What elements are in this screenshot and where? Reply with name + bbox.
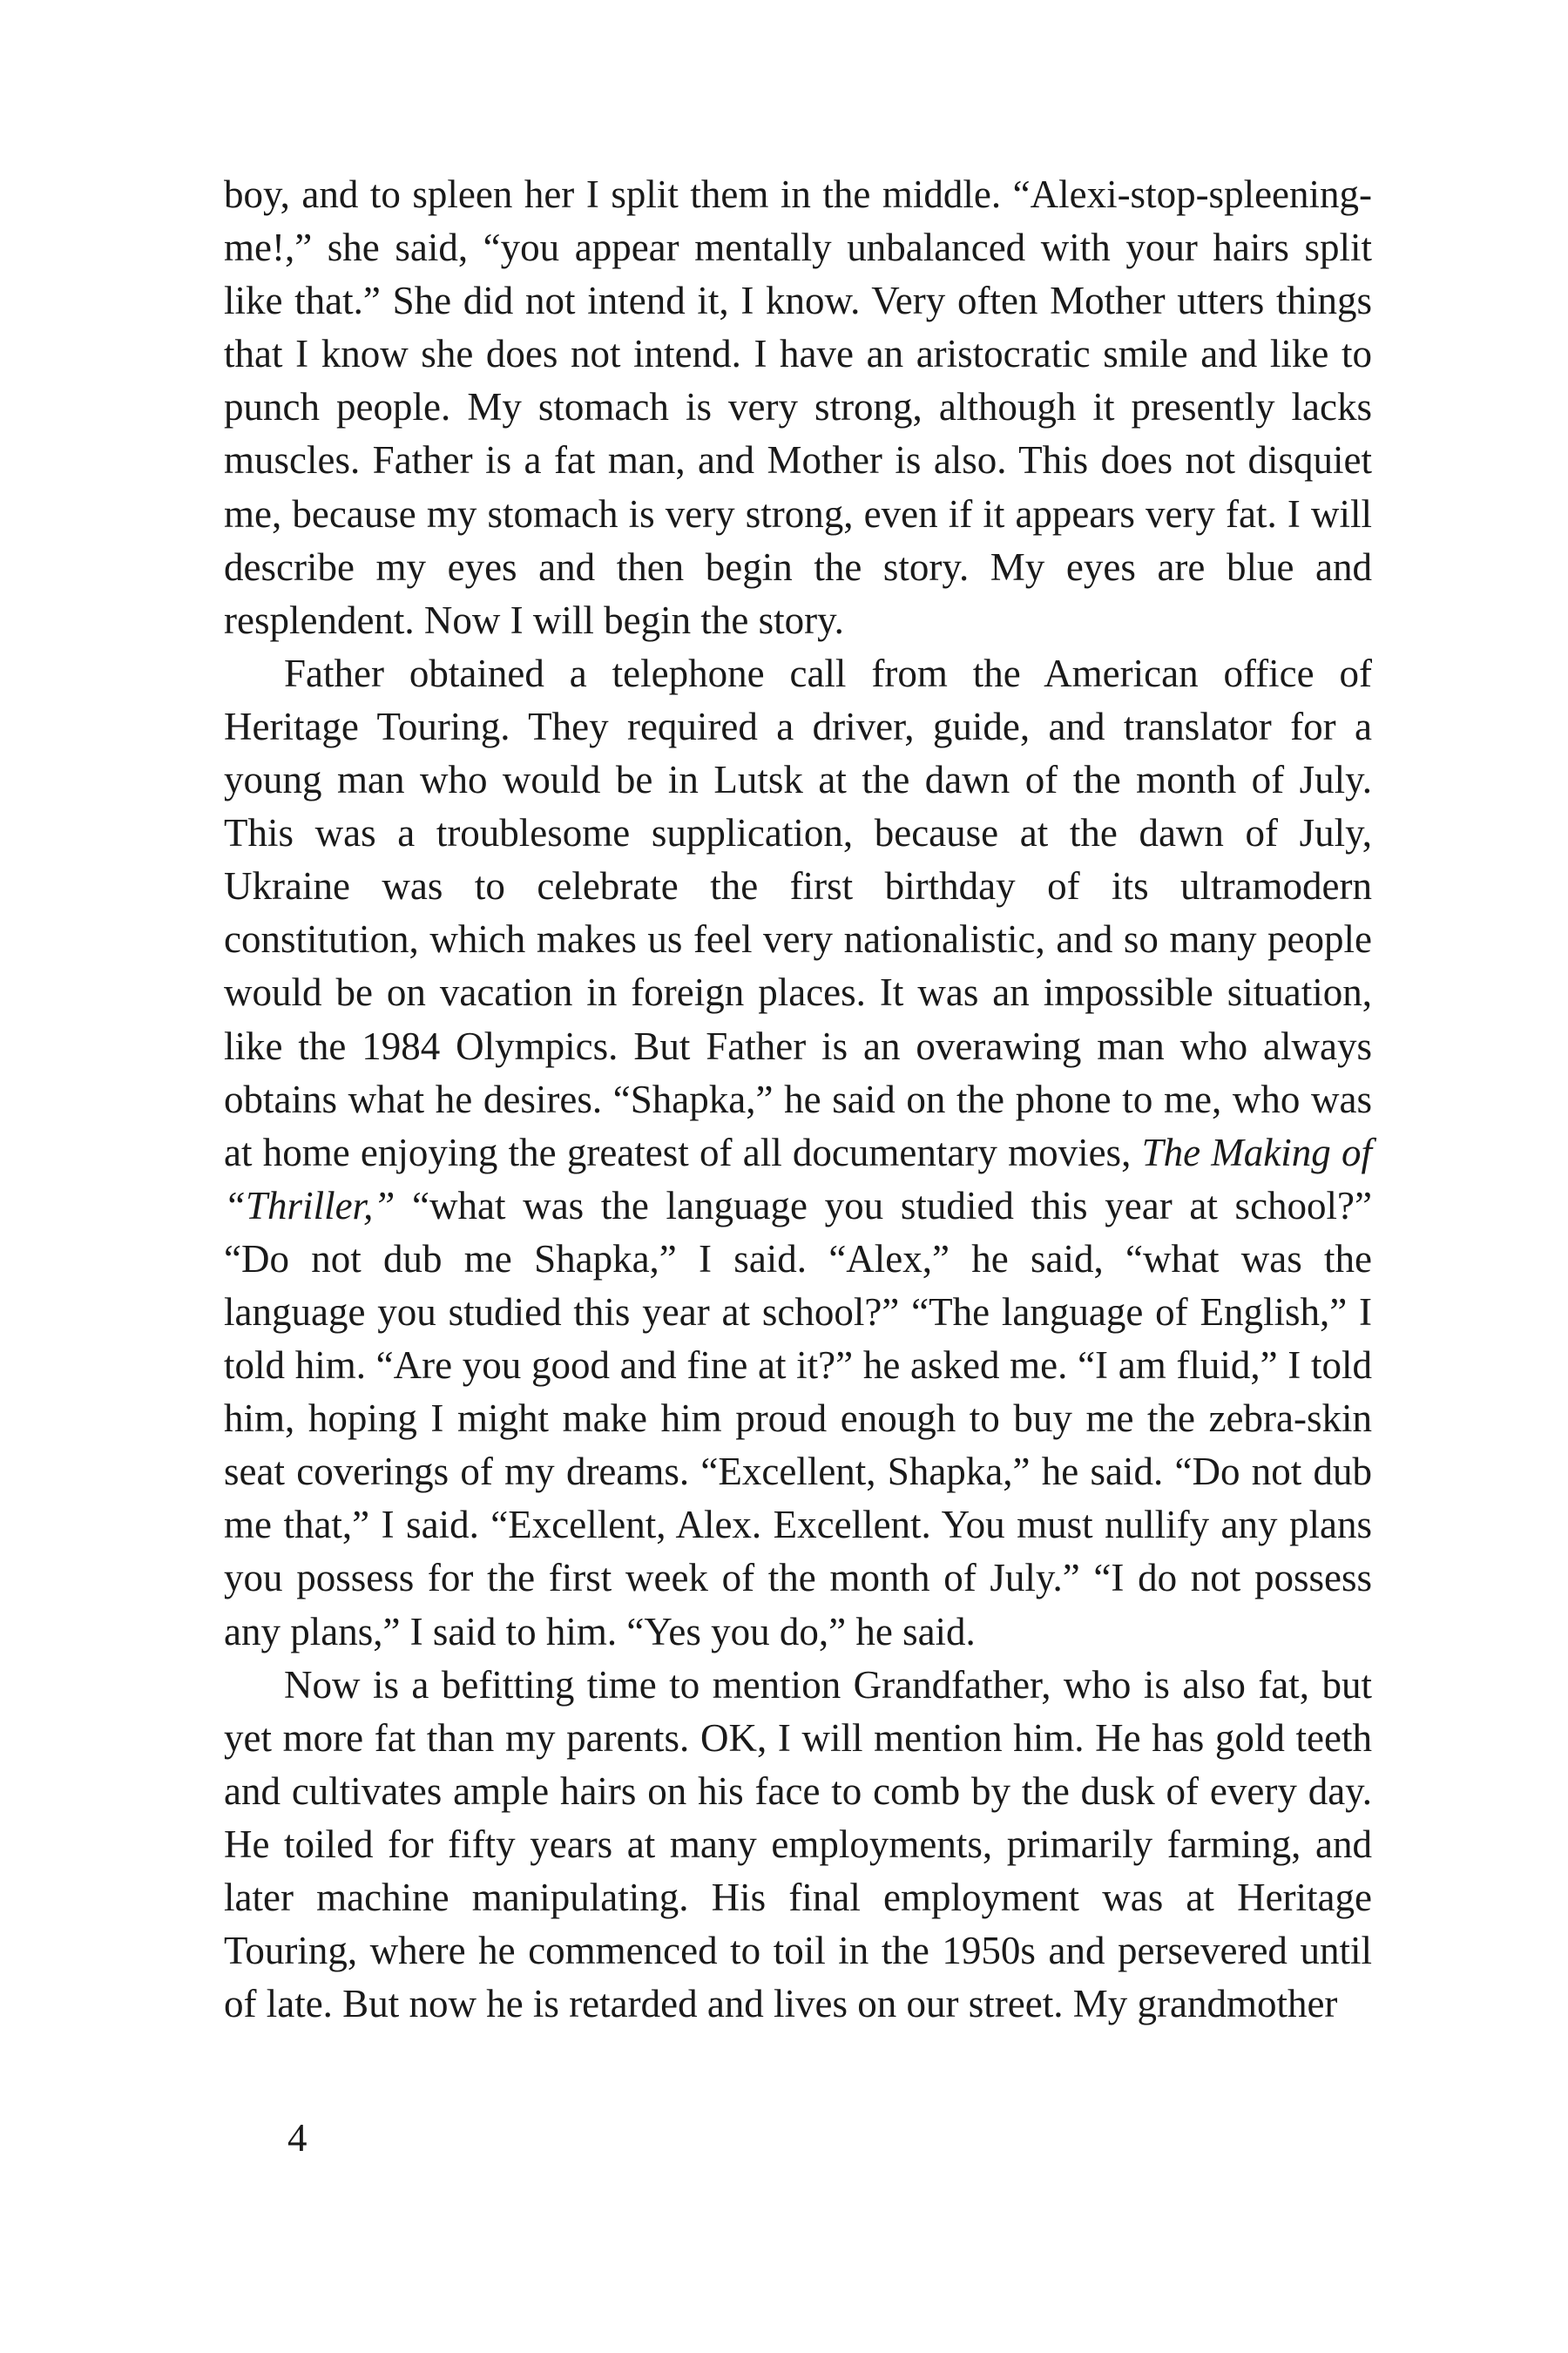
body-text xyxy=(224,168,1372,2031)
paragraph-3: Now is a befitting time to mention Grandfather, who is also fat, but yet more fat than my parents. OK, I will mention him. He has gold teeth and cultivates ample hairs on his face to comb by the dusk of every day. He toiled for fifty years at many employments, primarily farming, and later machine manipulating. His final employment was at Heritage Touring, where he commenced to toil in the 1950s and persevered until of late. But now he is retarded and lives on our street. My grandmother xyxy=(224,1662,1372,2026)
page-number: 4 xyxy=(287,2116,308,2160)
paragraph-2-text-end: “what was the language you studied this year at school?” “Do not dub me Shapka,” I said. “Alex,” he said, “what was the language you studied this year at school?” “The language of English,” I told him. “Are you good and fine at it?” he asked me. “I am fluid,” I told him, hoping I might make him proud enough to buy me the zebra-skin seat coverings of my dreams. “Excellent, Shapka,” he said. “Do not dub me that,” I said. “Excellent, Alex. Excellent. You must nullify any plans you possess for the first week of the month of July.” “I do not possess any plans,” I said to him. “Yes you do,” he said. xyxy=(224,1183,1372,1653)
paragraph-1: boy, and to spleen her I split them in the middle. “Alexi-stop-spleening-me!,” she said, “you appear mentally unbalanced with your hairs split like that.” She did not intend it, I know. Very often Mother utters things that I know she does not intend. I have an aristocratic smile and like to punch people. My stomach is very strong, although it presently lacks muscles. Father is a fat man, and Mother is also. This does not disquiet me, because my stomach is very strong, even if it appears very fat. I will describe my eyes and then begin the story. My eyes are blue and resplendent. Now I will begin the story. xyxy=(224,172,1372,642)
paragraph-2-text-start: Father obtained a telephone call from the American office of Heritage Touring. They required a driver, guide, and translator for a young man who would be in Lutsk at the dawn of the month of July. This was a troublesome supplication, because at the dawn of July, Ukraine was to celebrate the first birthday of its ultramodern constitution, which makes us feel very nationalistic, and so many people would be on vacation in foreign places. It was an impossible situation, like the 1984 Olympics. But Father is an overawing man who always obtains what he desires. “Shapka,” he said on the phone to me, who was at home enjoying the greatest of all documentary movies, xyxy=(224,651,1372,1174)
movie-title: The Making of “Thriller,” xyxy=(224,1130,1372,1227)
paragraph-2 xyxy=(224,647,1372,1659)
